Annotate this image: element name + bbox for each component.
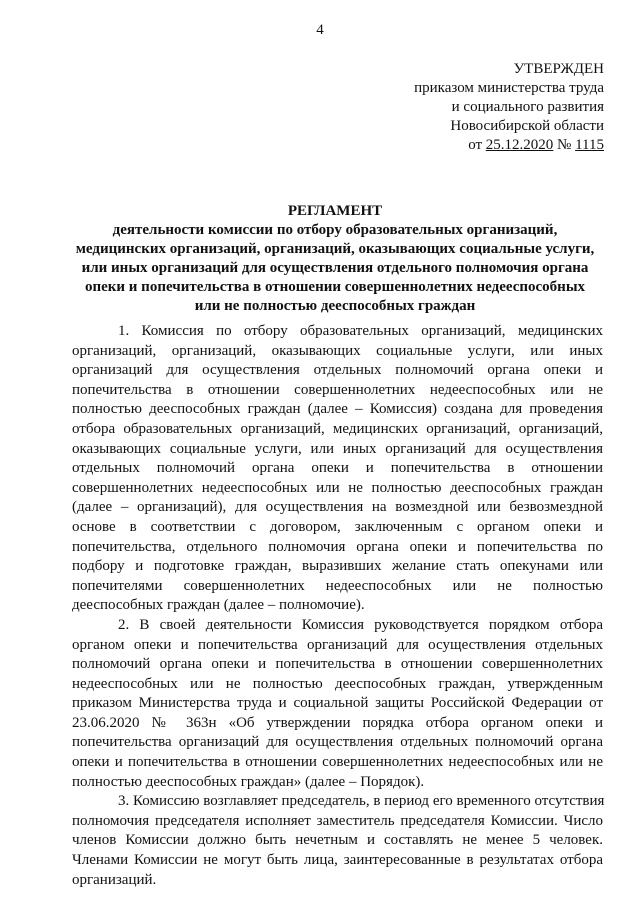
text-line: отдельных полномочий органа опеки и попечительства в отношении	[72, 460, 603, 477]
text-line: попечительства организаций для осуществления отдельных полномочий органа	[72, 734, 603, 751]
approval-date-prefix: от	[468, 137, 483, 153]
approval-title: УТВЕРЖДЕН	[513, 61, 604, 77]
document-title	[70, 202, 600, 316]
title-line: или иных организаций для осуществления отдельного полномочия органа	[81, 260, 589, 276]
text-line: (далее – организаций), для осуществления на возмездной или безвозмездной	[72, 499, 603, 516]
text-line: отбора образовательных организаций, медицинских организаций, организаций,	[72, 420, 603, 437]
text-line: дееспособных граждан (далее – полномочие).	[72, 597, 365, 614]
text-line: 1. Комиссия по отбору образовательных организаций, медицинских	[118, 323, 603, 339]
text-line: оказывающих социальные услуги, или иных организаций для осуществления	[72, 440, 603, 457]
text-line: организаций для осуществления отдельных полномочий органа опеки и	[72, 362, 603, 379]
approval-block	[414, 60, 604, 155]
text-line: попечительства, отдельного полномочия органа опеки и попечительства по	[72, 538, 603, 555]
text-line: полностью дееспособных граждан (далее – Комиссия) создана для проведения	[72, 401, 603, 418]
document-body	[72, 322, 603, 890]
approval-date-line	[414, 136, 604, 155]
text-line: полномочий органа опеки и попечительства в отношении совершеннолетних	[72, 656, 603, 673]
approval-number-prefix: №	[557, 137, 572, 153]
title-line: опеки и попечительства в отношении совершеннолетних недееспособных	[84, 279, 586, 295]
text-line: подбору и подготовке граждан, выразивших желание стать опекунами или	[72, 558, 603, 575]
text-line: 3. Комиссию возглавляет председатель, в период его временного отсутствия	[118, 793, 605, 810]
approval-number: 1115	[575, 137, 604, 153]
text-line: полностью дееспособных граждан» (далее – Порядок).	[72, 773, 425, 790]
approval-date: 25.12.2020	[485, 137, 554, 153]
paragraph-2	[72, 616, 603, 792]
approval-line-development: и социального развития	[451, 99, 604, 115]
text-line: основе в соответствии с договором, заключенным с органом опеки и	[72, 518, 603, 535]
text-line: опеки и попечительства в отношении совершеннолетних недееспособных или не	[72, 754, 603, 771]
text-line: недееспособных или не полностью дееспособных граждан, утвержденным	[72, 675, 603, 692]
text-line: попечительства в отношении совершеннолетних недееспособных или не	[72, 381, 603, 398]
approval-line-region: Новосибирской области	[450, 118, 604, 134]
text-line: членов Комиссии должно быть нечетным и составлять не менее 5 человек.	[72, 832, 603, 849]
paragraph-1	[72, 322, 603, 616]
page-number: 4	[316, 22, 324, 38]
text-line: организаций, организаций, оказывающих социальные услуги, или иных	[72, 342, 603, 359]
text-line: попечителями совершеннолетних недееспособных или не полностью	[72, 577, 603, 594]
text-line: совершеннолетних недееспособных или не полностью дееспособных граждан	[72, 479, 603, 496]
text-line: полномочия председателя исполняет заместитель председателя Комиссии. Число	[72, 812, 603, 829]
approval-line-ministry: приказом министерства труда	[414, 80, 604, 96]
text-line: Членами Комиссии не могут быть лица, заинтересованные в результатах отбора	[72, 852, 603, 869]
title-line: или не полностью дееспособных граждан	[194, 298, 476, 314]
text-line: приказом Министерства труда и социальной защиты Российской Федерации от	[72, 695, 603, 712]
text-line: 2. В своей деятельности Комиссия руководствуется порядком отбора	[118, 616, 603, 633]
title-line: деятельности комиссии по отбору образовательных организаций,	[112, 222, 558, 238]
title-heading: РЕГЛАМЕНТ	[287, 203, 383, 219]
text-line: организаций.	[72, 871, 157, 888]
paragraph-3	[72, 792, 603, 890]
text-line: органом опеки и попечительства организаций для осуществления отдельных	[72, 636, 603, 653]
title-line: медицинских организаций, организаций, оказывающих социальные услуги,	[75, 241, 595, 257]
text-line: 23.06.2020 № 363н «Об утверждении порядка отбора органом опеки и	[72, 714, 603, 731]
